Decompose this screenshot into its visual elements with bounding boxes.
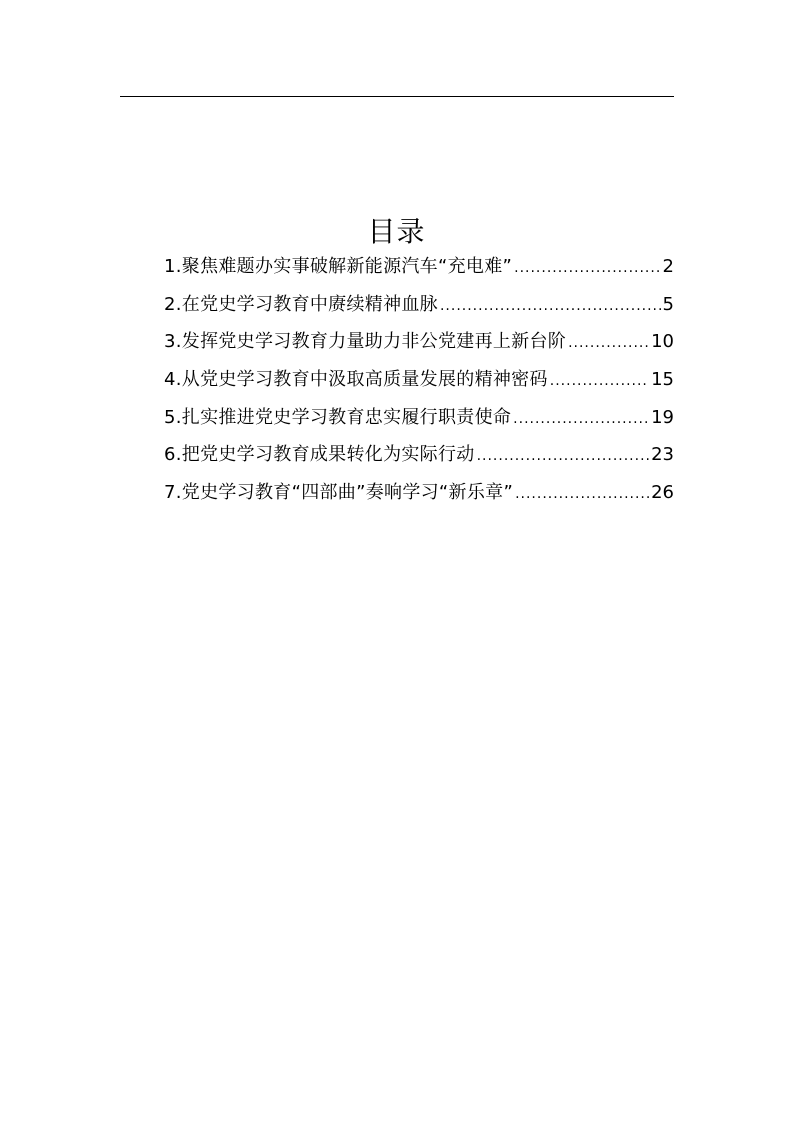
toc-entry-page: 19 xyxy=(651,406,674,428)
toc-entry-title: 5.扎实推进党史学习教育忠实履行职责使命 xyxy=(164,406,512,428)
toc-dot-leader xyxy=(513,404,649,434)
toc-entry-page: 2 xyxy=(662,256,674,277)
toc-entry-title: 2.在党史学习教育中赓续精神血脉 xyxy=(164,293,438,315)
toc-entry[interactable] xyxy=(164,290,674,328)
toc-entry-page: 15 xyxy=(651,369,674,391)
toc-dot-leader xyxy=(568,328,649,358)
toc-entry[interactable] xyxy=(164,327,674,365)
toc-list xyxy=(164,252,674,516)
header-rule xyxy=(120,96,674,97)
toc-dot-leader xyxy=(477,441,650,471)
toc-title: 目录 xyxy=(367,214,426,248)
toc-entry[interactable] xyxy=(164,440,674,478)
toc-entry[interactable] xyxy=(164,478,674,516)
toc-entry[interactable] xyxy=(164,403,674,441)
toc-entry-title: 6.把党史学习教育成果转化为实际行动 xyxy=(164,444,475,466)
toc-entry[interactable] xyxy=(164,365,674,403)
toc-entry-title: 3.发挥党史学习教育力量助力非公党建再上新台阶 xyxy=(164,331,567,353)
toc-entry-page: 26 xyxy=(651,482,674,504)
toc-entry-page: 5 xyxy=(662,293,674,315)
toc-dot-leader xyxy=(514,253,660,283)
toc-dot-leader xyxy=(550,366,649,396)
toc-dot-leader xyxy=(515,479,649,509)
toc-entry[interactable] xyxy=(164,252,674,290)
toc-entry-title: 4.从党史学习教育中汲取高质量发展的精神密码 xyxy=(164,369,548,391)
toc-entry-page: 10 xyxy=(651,331,674,353)
toc-entry-title: 1.聚焦难题办实事破解新能源汽车“充电难” xyxy=(164,256,513,277)
toc-entry-title: 7.党史学习教育“四部曲”奏响学习“新乐章” xyxy=(164,482,514,504)
toc-dot-leader xyxy=(440,291,661,321)
toc-entry-page: 23 xyxy=(651,444,674,466)
